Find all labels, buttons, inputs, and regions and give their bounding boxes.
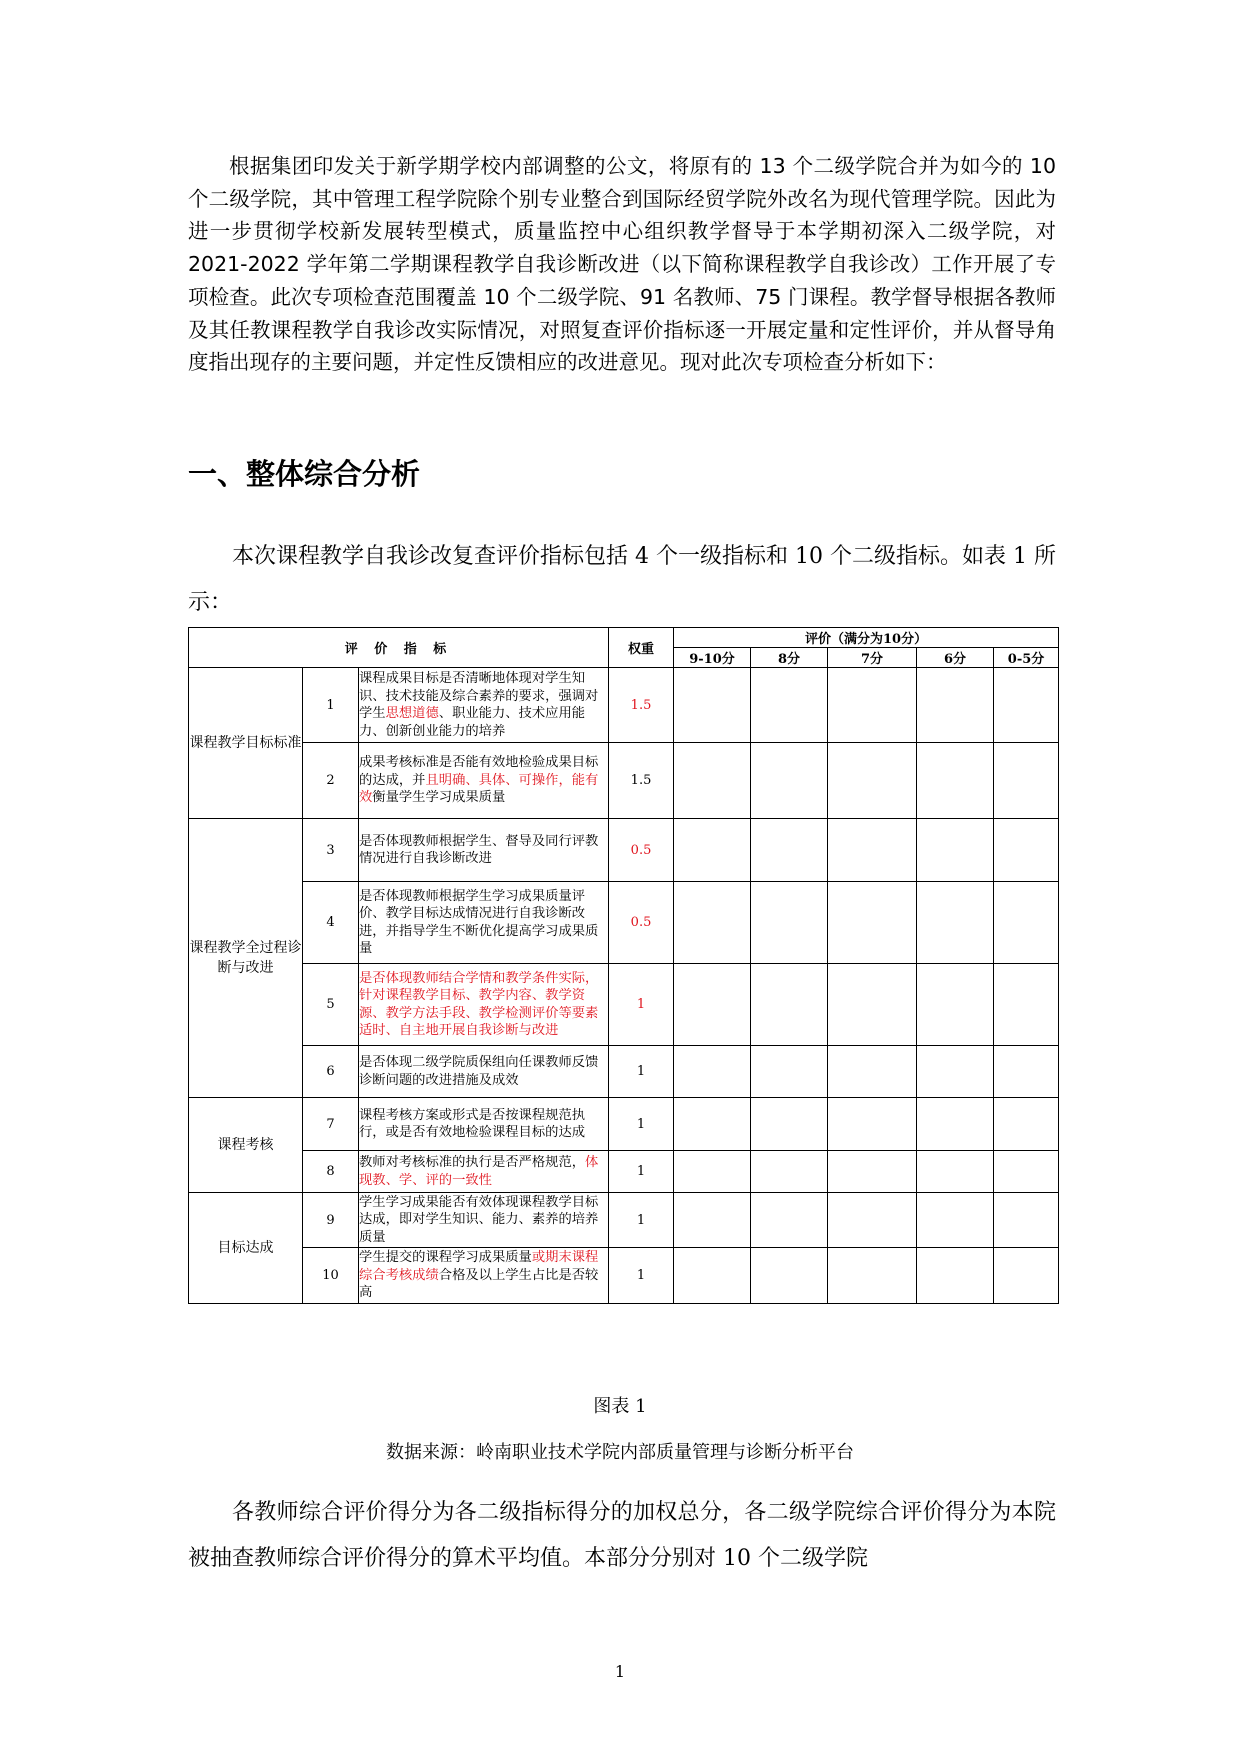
score-band-header: 9-10分 — [674, 648, 751, 668]
score-input-cell[interactable] — [674, 1151, 751, 1193]
score-input-cell[interactable] — [994, 819, 1059, 882]
table-row — [189, 1151, 1059, 1193]
score-input-cell[interactable] — [994, 882, 1059, 964]
score-input-cell[interactable] — [994, 743, 1059, 819]
primary-indicator-cell: 课程教学目标标准 — [189, 668, 303, 819]
indicator-number-cell: 2 — [303, 743, 359, 819]
score-band-header: 8分 — [751, 648, 828, 668]
description-text: 课程成果目标是否清晰地体现对学生知识、技术技能及综合素养的要求，强调对学生 — [359, 671, 599, 721]
score-input-cell[interactable] — [917, 964, 994, 1046]
description-text: 合格及以上学生占比是否较高 — [359, 1267, 599, 1301]
score-input-cell[interactable] — [751, 743, 828, 819]
score-input-cell[interactable] — [917, 1098, 994, 1151]
highlighted-text: 且明确、具体、可操作，能有效 — [359, 772, 599, 806]
weight-cell: 1 — [609, 1248, 674, 1304]
secondary-indicator-description — [359, 819, 609, 882]
secondary-indicator-description — [359, 1193, 609, 1248]
score-input-cell[interactable] — [828, 882, 917, 964]
score-input-cell[interactable] — [828, 668, 917, 743]
indicator-number-cell: 10 — [303, 1248, 359, 1304]
table-body — [189, 668, 1059, 1304]
score-input-cell[interactable] — [828, 1193, 917, 1248]
score-input-cell[interactable] — [828, 743, 917, 819]
secondary-indicator-description — [359, 668, 609, 743]
score-input-cell[interactable] — [674, 1046, 751, 1098]
table-row — [189, 1098, 1059, 1151]
description-text: 衡量学生学习成果质量 — [372, 790, 506, 806]
highlighted-text: 是否体现教师结合学情和教学条件实际，针对课程教学目标、教学内容、教学资源、教学方法手段、教学检测评价等要素适时、自主地开展自我诊断与改进 — [359, 970, 599, 1038]
weight-cell: 1.5 — [609, 743, 674, 819]
score-input-cell[interactable] — [751, 819, 828, 882]
score-input-cell[interactable] — [674, 668, 751, 743]
description-text: 学生提交的课程学习成果质量 — [359, 1250, 532, 1266]
indicator-number-cell: 4 — [303, 882, 359, 964]
highlighted-text: 或期末课程综合考核成绩 — [359, 1250, 599, 1283]
score-band-header: 0-5分 — [994, 648, 1059, 668]
description-text: 是否体现教师根据学生学习成果质量评价、教学目标达成情况进行自我诊断改进，并指导学生不断优化提高学习成果质量 — [359, 888, 599, 956]
score-input-cell[interactable] — [994, 1248, 1059, 1304]
score-input-cell[interactable] — [828, 1248, 917, 1304]
score-band-header: 7分 — [828, 648, 917, 668]
weight-cell: 0.5 — [609, 882, 674, 964]
weight-cell: 1.5 — [609, 668, 674, 743]
table-intro-paragraph: 本次课程教学自我诊改复查评价指标包括 4 个一级指标和 10 个二级指标。如表 1 所示： — [188, 544, 1056, 615]
header-indicator: 评 价 指 标 — [189, 628, 609, 668]
secondary-indicator-description — [359, 1151, 609, 1193]
score-input-cell[interactable] — [917, 743, 994, 819]
secondary-indicator-description — [359, 743, 609, 819]
table-row — [189, 964, 1059, 1046]
highlighted-text: 体现教、学、评的一致性 — [359, 1155, 599, 1188]
secondary-indicator-description — [359, 1046, 609, 1098]
score-input-cell[interactable] — [751, 1248, 828, 1304]
description-text: 课程考核方案或形式是否按课程规范执行，或是否有效地检验课程目标的达成 — [359, 1107, 586, 1140]
score-input-cell[interactable] — [994, 1046, 1059, 1098]
score-input-cell[interactable] — [994, 1193, 1059, 1248]
weight-cell: 1 — [609, 1151, 674, 1193]
score-input-cell[interactable] — [917, 819, 994, 882]
primary-indicator-cell: 课程考核 — [189, 1098, 303, 1193]
score-input-cell[interactable] — [751, 1046, 828, 1098]
secondary-indicator-description — [359, 1098, 609, 1151]
score-input-cell[interactable] — [674, 1098, 751, 1151]
score-input-cell[interactable] — [917, 882, 994, 964]
description-text: 是否体现二级学院质保组向任课教师反馈诊断问题的改进措施及成效 — [359, 1055, 599, 1088]
score-input-cell[interactable] — [674, 819, 751, 882]
table-row — [189, 1193, 1059, 1248]
description-text: 成果考核标准是否能有效地检验成果目标的达成，并 — [359, 755, 599, 788]
score-input-cell[interactable] — [917, 668, 994, 743]
data-source-note: 数据来源：岭南职业技术学院内部质量管理与诊断分析平台 — [386, 1442, 854, 1463]
score-input-cell[interactable] — [751, 1098, 828, 1151]
score-input-cell[interactable] — [751, 882, 828, 964]
score-input-cell[interactable] — [674, 882, 751, 964]
score-input-cell[interactable] — [994, 1098, 1059, 1151]
table-row — [189, 1046, 1059, 1098]
description-text: 、职业能力、技术应用能力、创新创业能力的培养 — [359, 706, 586, 739]
score-input-cell[interactable] — [917, 1151, 994, 1193]
score-input-cell[interactable] — [674, 964, 751, 1046]
score-input-cell[interactable] — [751, 1151, 828, 1193]
score-input-cell[interactable] — [828, 819, 917, 882]
score-input-cell[interactable] — [994, 964, 1059, 1046]
score-input-cell[interactable] — [674, 1248, 751, 1304]
intro-paragraph: 根据集团印发关于新学期学校内部调整的公文，将原有的 13 个二级学院合并为如今的 10 个二级学院，其中管理工程学院除个别专业整合到国际经贸学院外改名为现代管理学院。因此为进一步贯彻学校新发展转型模式，质量监控中心组织教学督导于本学期初深入二级学院，对 2021-2022 学年第二学期课程教学自我诊断改进（以下简称课程教学自我诊改）工作开展了专项检查。此次专项检查范围覆盖 10 个二级学院、91 名教师、75 门课程。教学督导根据各教师及其任教课程教学自我诊改实际情况，对照复查评价指标逐一开展定量和定性评价，并从督导角度指出现存的主要问题，并定性反馈相应的改进意见。现对此次专项检查分析如下： — [188, 154, 1056, 375]
primary-indicator-cell: 课程教学全过程诊断与改进 — [189, 819, 303, 1098]
indicator-number-cell: 3 — [303, 819, 359, 882]
indicator-number-cell: 7 — [303, 1098, 359, 1151]
section-heading: 一、整体综合分析 — [188, 457, 421, 491]
indicator-number-cell: 9 — [303, 1193, 359, 1248]
score-input-cell[interactable] — [828, 1098, 917, 1151]
score-input-cell[interactable] — [828, 1046, 917, 1098]
score-input-cell[interactable] — [674, 1193, 751, 1248]
score-input-cell[interactable] — [751, 1193, 828, 1248]
table-row — [189, 819, 1059, 882]
table-row — [189, 882, 1059, 964]
primary-indicator-cell: 目标达成 — [189, 1193, 303, 1304]
score-input-cell[interactable] — [994, 1151, 1059, 1193]
score-input-cell[interactable] — [994, 668, 1059, 743]
weight-cell: 1 — [609, 1046, 674, 1098]
secondary-indicator-description — [359, 882, 609, 964]
weight-cell: 1 — [609, 1098, 674, 1151]
page-number: 1 — [614, 1662, 626, 1681]
header-evaluation: 评价（满分为10分） — [674, 628, 1059, 648]
score-input-cell[interactable] — [751, 668, 828, 743]
indicator-number-cell: 1 — [303, 668, 359, 743]
evaluation-indicator-table — [188, 627, 1059, 1304]
table-caption: 图表 1 — [593, 1396, 647, 1417]
indicator-number-cell: 5 — [303, 964, 359, 1046]
score-band-header: 6分 — [917, 648, 994, 668]
weight-cell: 1 — [609, 1193, 674, 1248]
score-input-cell[interactable] — [828, 1151, 917, 1193]
header-weight: 权重 — [609, 628, 674, 668]
weight-cell: 1 — [609, 964, 674, 1046]
highlighted-text: 思想道德 — [385, 706, 439, 721]
weight-cell: 0.5 — [609, 819, 674, 882]
table-row — [189, 1248, 1059, 1304]
table-row — [189, 743, 1059, 819]
score-input-cell[interactable] — [917, 1248, 994, 1304]
score-input-cell[interactable] — [674, 743, 751, 819]
score-input-cell[interactable] — [917, 1046, 994, 1098]
score-input-cell[interactable] — [828, 964, 917, 1046]
score-input-cell[interactable] — [751, 964, 828, 1046]
description-text: 是否体现教师根据学生、督导及同行评教情况进行自我诊断改进 — [359, 833, 599, 866]
table-row — [189, 668, 1059, 743]
closing-paragraph: 各教师综合评价得分为各二级指标得分的加权总分，各二级学院综合评价得分为本院被抽查教师综合评价得分的算术平均值。本部分分别对 10 个二级学院 — [188, 1500, 1056, 1571]
secondary-indicator-description — [359, 964, 609, 1046]
description-text: 教师对考核标准的执行是否严格规范， — [359, 1155, 586, 1170]
indicator-number-cell: 8 — [303, 1151, 359, 1193]
description-text: 学生学习成果能否有效体现课程教学目标达成，即对学生知识、能力、素养的培养质量 — [359, 1194, 599, 1245]
secondary-indicator-description — [359, 1248, 609, 1304]
score-input-cell[interactable] — [917, 1193, 994, 1248]
indicator-number-cell: 6 — [303, 1046, 359, 1098]
